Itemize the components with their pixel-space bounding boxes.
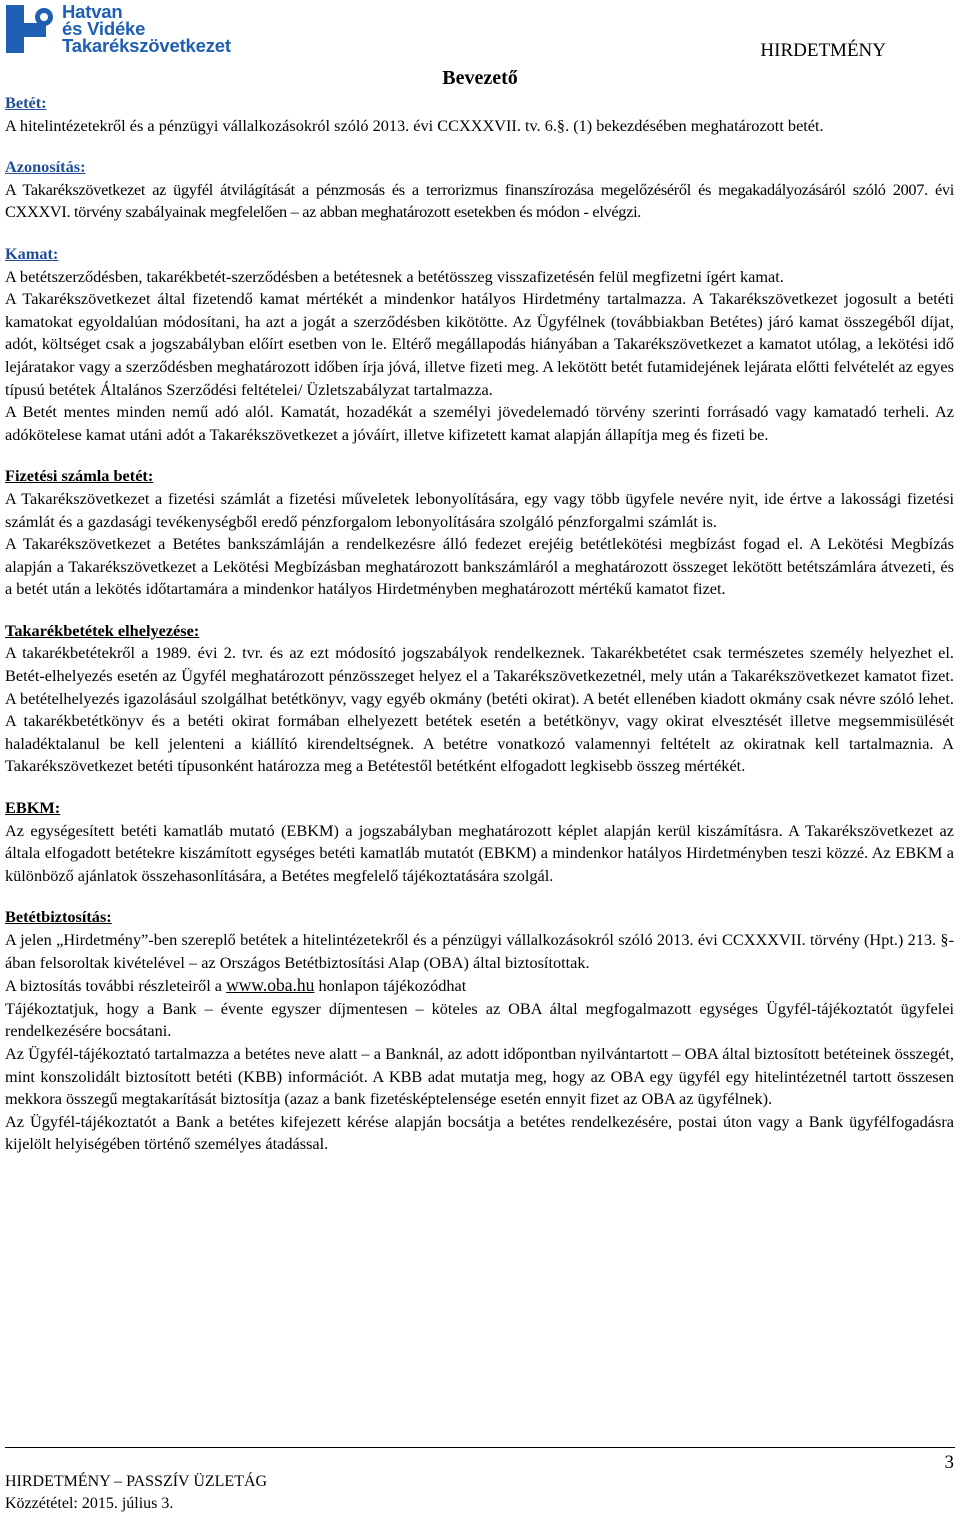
section-heading-betetbiztositas: Betétbiztosítás: [5,907,112,927]
section-heading-fizetesi-szamla: Fizetési számla betét: [5,466,154,486]
section-fizetesi-szamla [5,465,954,601]
section-betet [5,92,954,137]
logo-line-1: Hatvan [62,1,123,22]
link-suffix: honlapon tájékozódhat [314,976,467,996]
logo-text [62,3,231,54]
footer-title: HIRDETMÉNY – PASSZÍV ÜZLETÁG [5,1473,268,1490]
link-prefix: A biztosítás további részleteiről a [5,976,227,996]
section-heading-ebkm: EBKM: [5,798,61,818]
paragraph: Tájékoztatjuk, hogy a Bank – évente egyszer díjmentesen – köteles az OBA által megfogalmazott egységes Ügyfél-tájékoztatót ügyfelei rendelkezésére bocsátani. [5,998,954,1041]
paragraph: A jelen „Hirdetmény”-ben szereplő betétek a hitelintézetekről és a pénzügyi vállalkozásokról szóló 2013. évi CCXXXVII. törvény (Hpt.) 213. §-ában felsoroltak kivételével – az Országos Betétbiztosítási Alap (OBA) által biztosítottak. [5,930,954,972]
section-takarekbetetek [5,620,954,778]
section-azonositas [5,156,954,224]
paragraph: A Takarékszövetkezet által fizetendő kamat mértékét a mindenkor hatályos Hirdetmény tartalmazza. A Takarékszövetkezet jogosult a betéti kamatokat egyoldalúan módosítani, ha azt a jogát a szerződésben kikötötte. Az Ügyfélnek (továbbiakban Betétes) járó kamat összegéből díjat, adót, költséget csak a jogszabályban előírt esetben von le. Eltérő megállapodás hiányában a Takarékszövetkezet a kamatot utólag, a lekötési idő lejáratakor vagy a szerződésben meghatározott időben írja jóvá, illetve fizeti meg. A lekötött betét futamidejének lejárata előtti felvételét az egyes típusú betétek Általános Szerződési feltételei/ Üzletszabályzat tartalmazza. [5,289,954,399]
oba-website-link[interactable]: www.oba.hu [226,975,315,996]
section-ebkm [5,797,954,887]
paragraph: A Takarékszövetkezet az ügyfél átvilágítását a pénzmosás és a terrorizmus finanszírozása megelőzéséről és megakadályozásáról szóló 2007. évi CXXXVI. törvény szabályainak megfelelően – az abban meghatározott esetekben és módon - elvégzi. [5,179,954,222]
footer-divider [5,1447,955,1448]
document-type-label: HIRDETMÉNY [760,40,886,61]
document-body [5,92,954,1156]
page-number: 3 [944,1452,954,1473]
paragraph-oba-link [5,974,954,998]
paragraph: A Betét mentes minden nemű adó alól. Kamatát, hozadékát a személyi jövedelemadó törvény szerinti forrásadó vagy kamatadó terheli. Az adókötelese kamat utáni adót a Takarékszövetkezet a jóváírt, illetve kifizetett kamat alapján állapítja meg és fizeti be. [5,402,954,444]
paragraph: A betétszerződésben, takarékbetét-szerződésben a betétesnek a betétösszeg visszafizetésén felül megfizetni ígért kamat. [5,266,784,286]
paragraph: A Takarékszövetkezet a Betétes bankszámláján a rendelkezésre álló fedezet erejéig betétlekötési megbízást fogad el. A Lekötési Megbízás alapján a Takarékszövetkezet a Lekötési Megbízásban meghatározott bankszámláról a meghatározott összeget lekötött betétszámlára átvezeti, és a betét után a lekötés időtartamára a mindenkor hatályos Hirdetményben meghatározott mértékű kamatot fizet. [5,534,954,599]
paragraph: Az egységesített betéti kamatláb mutató (EBKM) a jogszabályban meghatározott képlet alapján kerül kiszámításra. A Takarékszövetkezet az általa elfogadott betétekre kiszámított egységes betéti kamatláb mutatót (EBKM) a mindenkor hatályos Hirdetményben teszi közzé. Az EBKM a különböző ajánlatok összehasonlítására, a Betétes megfelelő tájékoztatására szolgál. [5,820,954,885]
section-betetbiztositas [5,906,954,1156]
paragraph: Az Ügyfél-tájékoztató tartalmazza a betétes neve alatt – a Banknál, az adott időpontban nyilvántartott – OBA által biztosított betéteinek összegét, mint konszolidált biztosított betéti (KBB) információt. A KBB adat mutatja meg, hogy az OBA egy ügyfél egy hitelintézetnél tartott összesen mekkora összegű megtakarítását biztosítja (azaz a bank fizetésképtelensége esetén ennyit fizet az OBA az ügyfélnek). [5,1043,954,1109]
footer-date: Közzététel: 2015. július 3. [5,1495,174,1512]
paragraph: Az Ügyfél-tájékoztatót a Bank a betétes kifejezett kérése alapján bocsátja a betétes rendelkezésére, postai úton vagy a Bank ügyfélfogadásra kijelölt helyiségében történő személyes átadással. [5,1111,954,1154]
logo-line-2: és Vidéke [62,18,146,39]
section-heading-azonositas: Azonosítás: [5,157,86,177]
paragraph: A Takarékszövetkezet a fizetési számlát a fizetési műveletek lebonyolítására, egy vagy több ügyfele nevére nyit, ide értve a lakossági fizetési számlát és a gazdasági tevékenységből eredő pénzforgalom lebonyolítására szolgáló pénzforgalmi számlát is. [5,488,954,531]
page-title: Bevezető [442,67,518,89]
section-kamat [5,243,954,446]
logo-line-3: Takarékszövetkezet [62,35,231,56]
paragraph: A hitelintézetekről és a pénzügyi vállalkozásokról szóló 2013. évi CCXXXVII. tv. 6.§. (1) bekezdésében meghatározott betét. [5,115,824,135]
bank-logo [4,3,254,55]
paragraph: A takarékbetétekről a 1989. évi 2. tvr. és az ezt módosító jogszabályok rendelkeznek. Takarékbetétet csak természetes személy helyezhet el. Betét-elhelyezés esetén az Ügyfél meghatározott pénzösszeget helyez el a Takarékszövetkezetnél, mely után a Takarékszövetkezet kamatot fizet. A betételhelyezés igazolásául szolgálhat betétkönyv, vagy egyéb okmány (betéti okirat). A betét ellenében kiadott okmány csak névre szóló lehet. A takarékbetétkönyv és a betéti okirat formában elhelyezett betétek esetén a betétkönyv, vagy okirat elvesztését illetve megsemmisülését haladéktalanul be kell jelenteni a kiállító kirendeltségnek. A betétre vonatkozó valamennyi feltételt az okiratnak kell tartalmaznia. A Takarékszövetkezet betéti típusonként határozza meg a Betétestől betétként elfogadott legkisebb összeg mértékét. [5,643,954,776]
section-heading-kamat: Kamat: [5,243,59,263]
section-heading-takarekbetetek: Takarékbetétek elhelyezése: [5,620,200,640]
section-heading-betet: Betét: [5,93,47,112]
logo-mark-icon [4,3,56,55]
